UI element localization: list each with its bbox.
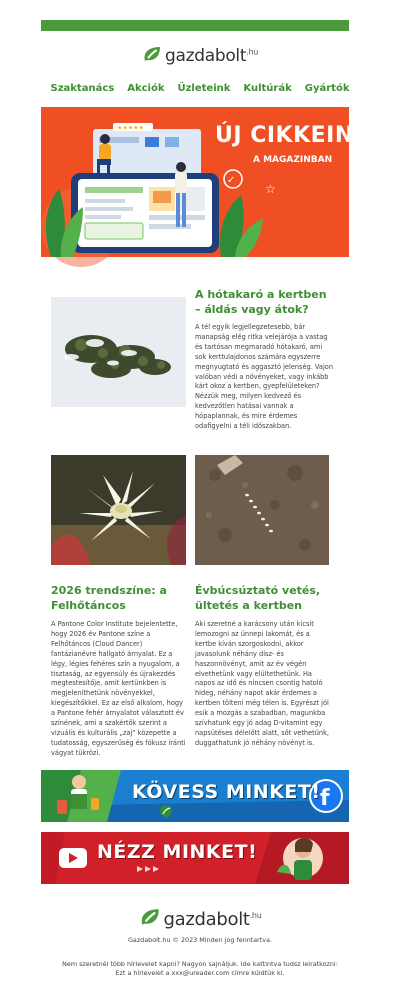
footer-unsubscribe: [0, 960, 400, 978]
nav-item-gyartok[interactable]: Gyártók: [304, 83, 350, 94]
article-title-snow[interactable]: A hótakaró a kertben – áldás vagy átok?: [195, 288, 327, 316]
nav-item-uzleteink[interactable]: Üzleteink: [177, 83, 231, 94]
facebook-follow-banner[interactable]: [41, 770, 349, 822]
footer-copyright: Gazdabolt.hu © 2023 Minden jog fenntartva.: [127, 936, 273, 944]
leaf-logo-icon: [139, 907, 161, 931]
svg-text:★★★★★: ★★★★★: [117, 124, 144, 132]
unsubscribe-link[interactable]: Nem szeretnél több hírlevelet kapni? Nagyon sajnáljuk. Ide kattintva tudsz leiratkozni:: [62, 960, 338, 968]
article-image-soil[interactable]: [195, 455, 329, 565]
gazdabolt-small-logo-icon: [160, 805, 172, 817]
main-nav: [0, 83, 400, 94]
facebook-banner-text: KÖVESS MINKET!: [132, 781, 321, 803]
youtube-banner-text: NÉZZ MINKET!: [97, 841, 258, 863]
footer-logo[interactable]: [0, 907, 400, 931]
svg-text:☆: ☆: [265, 182, 276, 196]
nav-item-kulturak[interactable]: Kultúrák: [243, 83, 292, 94]
hero-title: ÚJ CIKKEINK: [215, 123, 372, 148]
article-title-sowing[interactable]: Évbúcsúztató vetés, ültetés a kertben: [195, 584, 321, 612]
article-image-flower[interactable]: [51, 455, 186, 565]
svg-text:✓: ✓: [227, 175, 236, 186]
hero-subtitle: A MAGAZINBAN: [253, 155, 333, 165]
logo-text: gazdabolt$^{.hu}$: [164, 46, 259, 66]
svg-text:f: f: [320, 786, 330, 811]
leaf-logo-icon: [142, 45, 162, 67]
youtube-watch-banner[interactable]: [41, 832, 349, 884]
hero-banner[interactable]: [41, 107, 372, 257]
article-body-trend-color: A Pantone Color Institute bejelentette, hogy 2026 év Pantone színe a Felhőtáncos (Cloud Dancer) fantázianévre hallgató árnyalat. Ez a légy, légies fehéres szín a nyugalom, a tisztaság, az egyensúly és újrakezdés megtestesítője, amit kertünkben is megjeleníthetünk növényekkel, kiegészítőkkel. Ez az első alkalom, hogy a Pantone fehér árnyalatot választott év színének, ami a szakértők szerint a vizuális és kulturális „zaj” közepette a tudatosság, egyszerűség és fókusz iránti vágyat tükrözi.: [51, 620, 186, 757]
nav-item-akciok[interactable]: Akciók: [127, 83, 165, 94]
article-title-trend-color[interactable]: 2026 trendszíne: a Felhőtáncos: [51, 584, 167, 612]
recipient-notice: Ezt a hírlevelet a xxx@ureader.com címre küldtük ki.: [115, 969, 285, 977]
youtube-icon: [59, 848, 87, 868]
article-image-snow[interactable]: [51, 297, 186, 407]
article-body-sowing: Aki szeretné a karácsony után kicsit lemozogni az ünnepi lakomát, és a kertbe kíván szorgoskodni, akkor javasolunk néhány dísz- és haszonnövényt, amit az év végén elvethetünk vagy elültethetünk. Ha napos az idő és nincsen csontig hatoló hideg, néhány napot akár érdemes a kertben tölteni még télen is. Egyrészt jól esik a mozgás a szabadban, magunkba szívhatunk egy jó adag D-vitamint egy napsütéses délelőtt alatt, sőt vethetünk, duggathatunk jó néhány növényt is.: [195, 620, 330, 747]
article-body-snow: A tél egyik legjellegzetesebb, bár manapság elég ritka velejárója a vastag és tartósan megmaradó hótakaró, ami sok kerttulajdonos számára egyszerre megnyugtató és aggasztó jelenség. Vajon valóban védi a növényeket, vagy inkább kárt okoz a kertben, gyepfelületeken? Nézzük meg, milyen kedvező és kedvezőtlen hatásai vannak a hópaplannak, és mire érdemes odafigyelni a téli időszakban.: [195, 323, 334, 431]
nav-item-szaktanacs[interactable]: Szaktanács: [50, 83, 115, 94]
header-logo[interactable]: [0, 45, 400, 67]
logo-text: gazdabolt$^{.hu}$: [163, 908, 262, 930]
top-accent-bar: [41, 20, 349, 31]
